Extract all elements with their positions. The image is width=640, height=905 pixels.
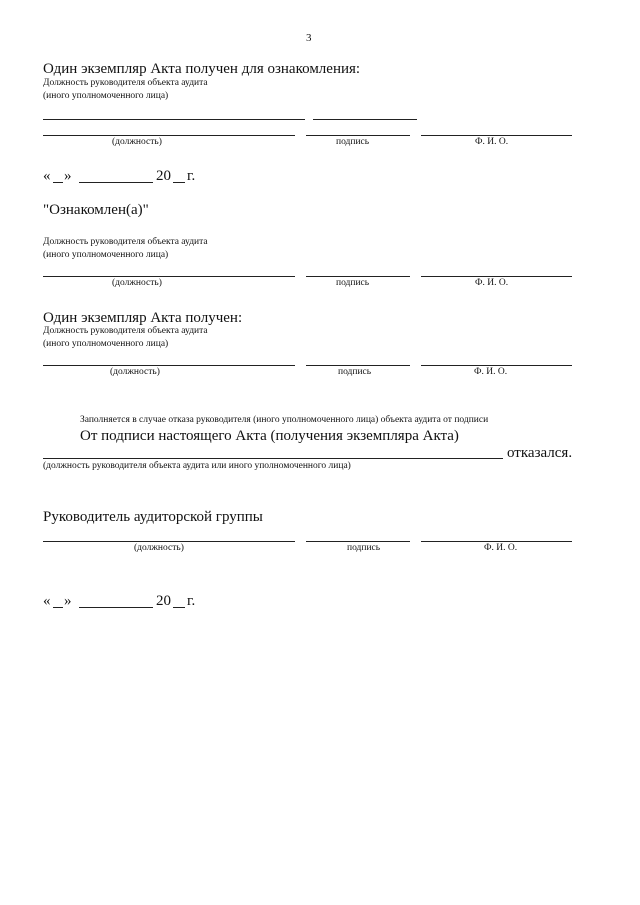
block3-name-line	[421, 365, 572, 366]
date1-year-suffix: г.	[187, 168, 196, 184]
block3-signature-line	[306, 365, 410, 366]
leader-heading: Руководитель аудиторской группы	[43, 509, 263, 525]
block1-signature-line	[306, 135, 410, 136]
date1-year-line	[173, 182, 185, 183]
block1-position-label: Должность руководителя объекта аудита	[43, 78, 208, 88]
block1-position-caption: (должность)	[112, 137, 162, 147]
date2-year-suffix: г.	[187, 593, 196, 609]
block2-signature-caption: подпись	[336, 278, 370, 288]
block3-name-caption: Ф. И. О.	[474, 367, 508, 377]
block3-signature-caption: подпись	[338, 367, 372, 377]
leader-position-line	[43, 541, 295, 542]
block1-name-line	[421, 135, 572, 136]
block2-signature-line	[306, 276, 410, 277]
leader-name-caption: Ф. И. О.	[484, 543, 518, 553]
refusal-refused-text: отказался.	[507, 445, 573, 461]
date2-close-quote: »	[64, 593, 72, 609]
date2-open-quote: «	[43, 593, 51, 609]
block2-position-caption: (должность)	[112, 278, 162, 288]
leader-position-caption: (должность)	[134, 543, 184, 553]
date1-open-quote: «	[43, 168, 51, 184]
block3-position-note: (иного уполномоченного лица)	[43, 339, 169, 349]
refusal-heading: От подписи настоящего Акта (получения экземпляра Акта)	[80, 428, 459, 444]
block2-heading: "Ознакомлен(а)"	[43, 202, 149, 218]
block1-extra-position-line	[43, 119, 305, 120]
refusal-caption: (должность руководителя объекта аудита или иного уполномоченного лица)	[43, 461, 351, 471]
block1-name-caption: Ф. И. О.	[475, 137, 509, 147]
block2-position-label: Должность руководителя объекта аудита	[43, 237, 208, 247]
date1-year-prefix: 20	[156, 168, 171, 184]
date1-day-line	[53, 182, 63, 183]
leader-signature-line	[306, 541, 410, 542]
leader-name-line	[421, 541, 572, 542]
date2-year-line	[173, 607, 185, 608]
block1-position-note: (иного уполномоченного лица)	[43, 91, 169, 101]
block3-heading: Один экземпляр Акта получен:	[43, 310, 243, 326]
block1-heading: Один экземпляр Акта получен для ознакомления:	[43, 61, 361, 77]
page-number: 3	[306, 32, 312, 44]
block2-position-line	[43, 276, 295, 277]
date1-month-line	[79, 182, 153, 183]
block2-name-line	[421, 276, 572, 277]
refusal-line	[43, 458, 503, 459]
block1-extra-signature-line	[313, 119, 417, 120]
block3-position-line	[43, 365, 295, 366]
block1-signature-caption: подпись	[336, 137, 370, 147]
block3-position-caption: (должность)	[110, 367, 160, 377]
date1-close-quote: »	[64, 168, 72, 184]
date2-month-line	[79, 607, 153, 608]
date2-day-line	[53, 607, 63, 608]
date2-year-prefix: 20	[156, 593, 171, 609]
block2-position-note: (иного уполномоченного лица)	[43, 250, 169, 260]
block3-position-label: Должность руководителя объекта аудита	[43, 326, 208, 336]
block1-position-line	[43, 135, 295, 136]
leader-signature-caption: подпись	[347, 543, 381, 553]
refusal-note: Заполняется в случае отказа руководителя (иного уполномоченного лица) объекта аудита от подписи	[80, 415, 489, 425]
block2-name-caption: Ф. И. О.	[475, 278, 509, 288]
